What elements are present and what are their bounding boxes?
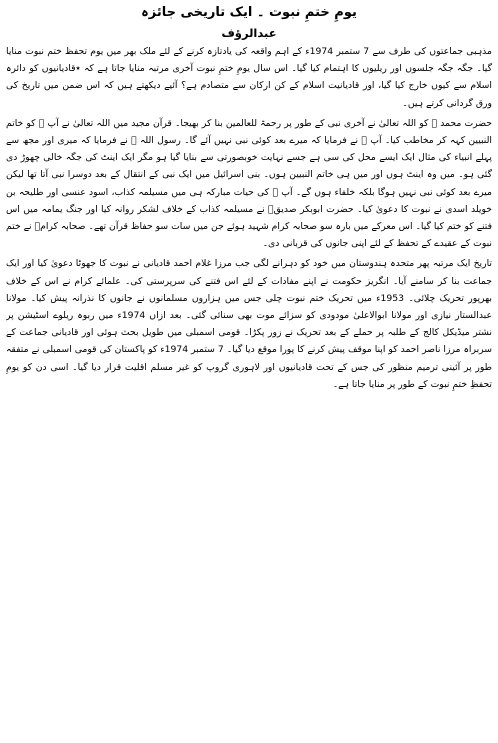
article-paragraph-history: حضرت محمد ﷺ کو اللہ تعالیٰ نے آخری نبی کے طور پر رحمۃ للعالمین بنا کر بھیجا۔ قرآن مجید میں اللہ تعالیٰ نے آپ ﷺ کو خاتم النبیین کہہ کر مخاطب کیا۔ آپ ﷺ نے فرمایا کہ میرے بعد کوئی نبی نہیں آئے گا۔ رسول اللہ ﷺ نے فرمایا کہ میری اور مجھ سے پہلے انبیاء کی مثال ایک ایسے محل کی سی ہے جسے نہایت خوبصورتی سے بنایا گیا ہو مگر ایک اینٹ کی جگہ خالی چھوڑ دی گئی ہو۔ میں وہ اینٹ ہوں اور میں ہی خاتم النبیین ہوں۔ بنی اسرائیل میں ایک نبی کے انتقال کے بعد دوسرا نبی آتا تھا لیکن میرے بعد کوئی نبی نہیں ہوگا بلکہ خلفاء ہوں گے۔ آپ ﷺ کی حیات مبارکہ ہی میں مسیلمہ کذاب، اسود عنسی اور طلیحہ بن خویلد اسدی نے نبوت کا دعویٰ کیا۔ حضرت ابوبکر صدیقؓ نے مسیلمہ کذاب کے خلاف لشکر روانہ کیا اور جنگ یمامہ میں اس فتنے کو ختم کیا گیا۔ اس معرکے میں بارہ سو صحابہ کرام شہید ہوئے جن میں سات سو حفاظ قرآن تھے۔ صحابہ کرامؓ نے ختم نبوت کے عقیدے کے تحفظ کے لئے اپنی جانوں کی قربانی دی۔ <box>6 117 492 250</box>
article-paragraph-intro: مذہبی جماعتوں کی طرف سے 7 ستمبر 1974ء کے اہم واقعہ کی یادتازہ کرنے کے لئے ملک بھر میں یوم تحفظ ختم نبوت منایا گیا۔ جگہ جگہ جلسوں اور ریلیوں کا اہتمام کیا گیا۔ اس سال یومِ ختمِ نبوت آخری مرتبہ منایا جاتا ہے کہ ٭قادیانیوں کو دائرہ اسلام سے کیوں خارج کیا گیا، اور قادیانیت اسلام کے کن ارکان سے متصادم ہے؟ آئیے دیکھتے ہیں کہ اس ضمن میں تاریخ کی ورق گردانی کرتے ہیں۔ <box>6 46 492 109</box>
article-body <box>6 43 492 393</box>
article-title: یومِ ختمِ نبوت ۔ ایک تاریخی جائزہ <box>141 5 357 20</box>
article-paragraph-subcontinent: تاریخ ایک مرتبہ پھر متحدہ ہندوستان میں خود کو دہرانے لگی جب مرزا غلام احمد قادیانی نے نبوت کا جھوٹا دعویٰ کیا اور ایک جماعت بنا کر سامنے آیا۔ انگریز حکومت نے اپنے مفادات کے لئے اس فتنے کی سرپرستی کی۔ علمائے کرام نے اس کے خلاف بھرپور تحریک چلائی۔ 1953ء میں تحریک ختم نبوت چلی جس میں ہزاروں مسلمانوں نے جانوں کا نذرانہ پیش کیا۔ مولانا عبدالستار نیازی اور مولانا ابوالاعلیٰ مودودی کو سزائے موت بھی سنائی گئی۔ بعد ازاں 1974ء میں ربوہ ریلوے اسٹیشن پر نشتر میڈیکل کالج کے طلبہ پر حملے کے بعد تحریک نے زور پکڑا۔ قومی اسمبلی میں طویل بحث ہوئی اور قادیانی جماعت کے سربراہ مرزا ناصر احمد کو اپنا موقف پیش کرنے کا پورا موقع دیا گیا۔ 7 ستمبر 1974ء کو پاکستان کی قومی اسمبلی نے متفقہ طور پر آئینی ترمیم منظور کی جس کے تحت قادیانیوں اور لاہوری گروپ کو غیر مسلم اقلیت قرار دیا گیا۔ اسی دن کو یومِ تحفظِ ختمِ نبوت کے طور پر منایا جاتا ہے۔ <box>6 258 492 390</box>
article-author: عبدالرؤف <box>221 26 277 40</box>
